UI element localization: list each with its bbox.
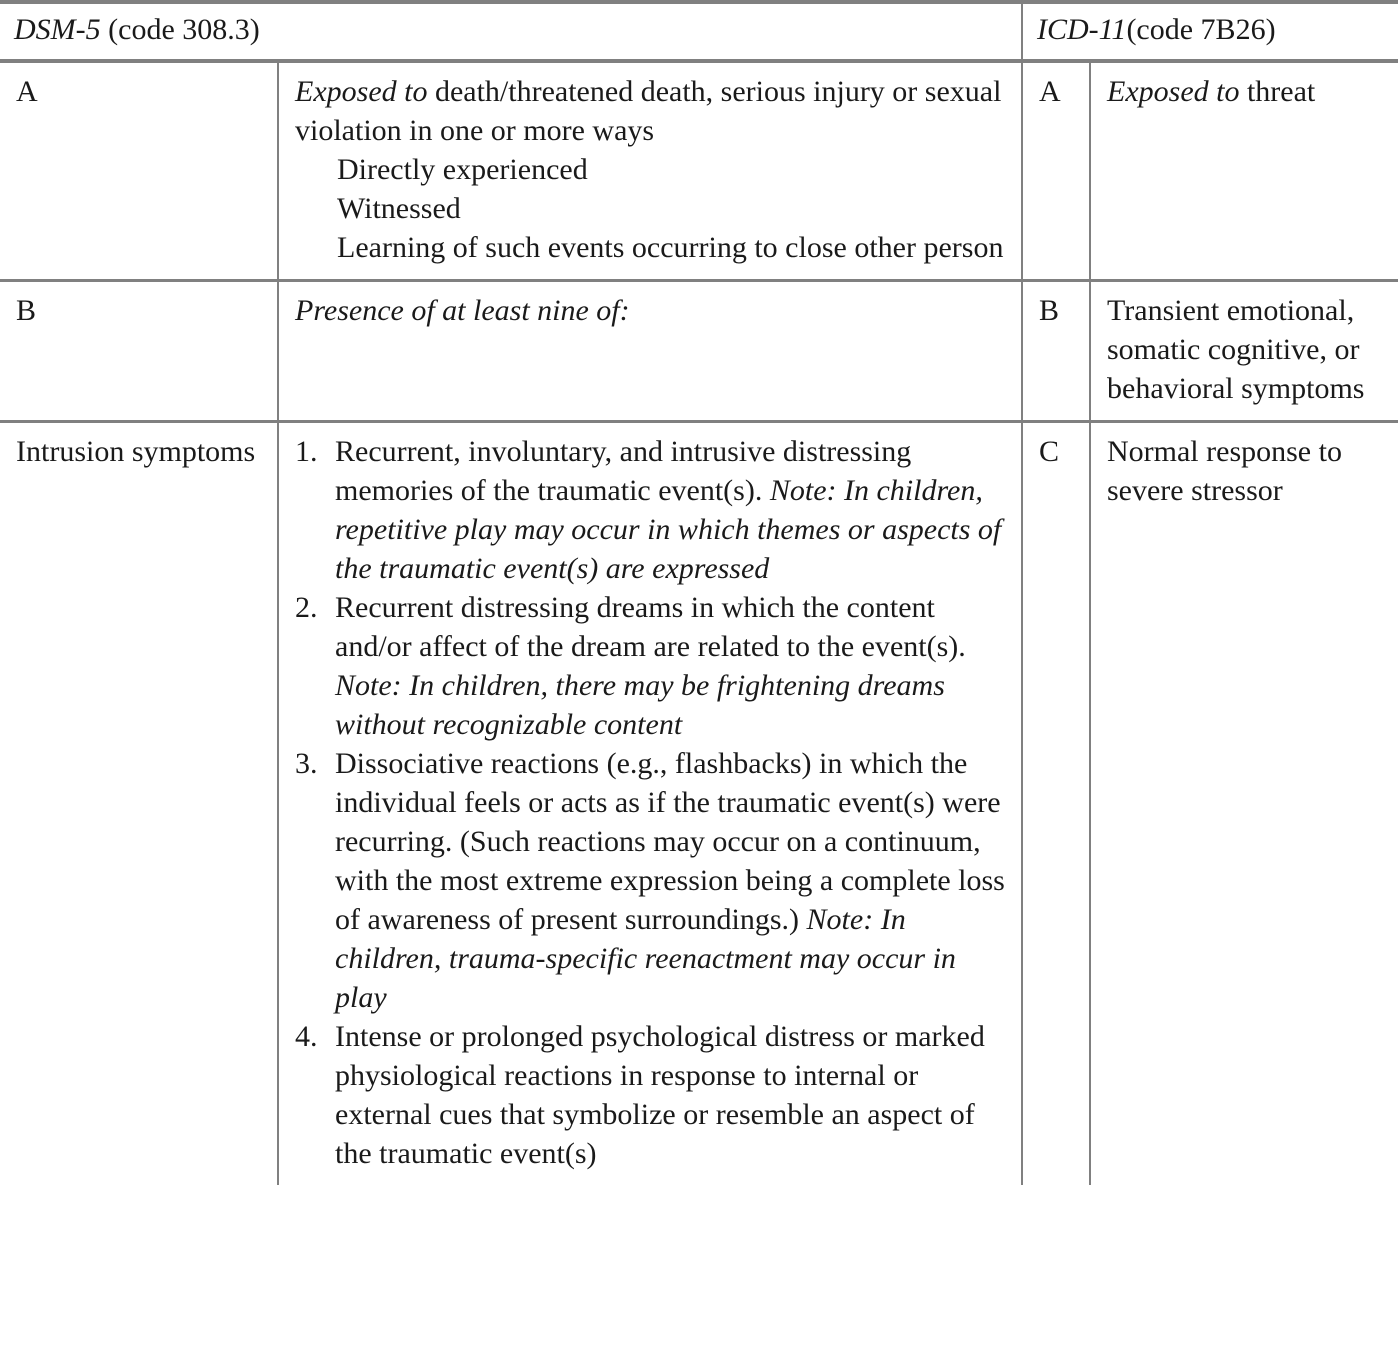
table-header-row	[0, 2, 1398, 61]
icd-criterion-code: C	[1022, 421, 1090, 1185]
icd-criterion-code: B	[1022, 280, 1090, 421]
criterion-b-lead: Presence of at least nine of:	[295, 293, 630, 327]
criterion-a-subitem: Learning of such events occurring to close other person	[337, 230, 1004, 264]
header-dsm-rest: (code 308.3)	[100, 13, 260, 46]
dsm-criterion-text	[278, 61, 1022, 281]
list-item	[295, 744, 1005, 1017]
dsm-criterion-code: A	[0, 61, 278, 281]
list-item-plain: Recurrent, involuntary, and intrusive distressing memories of the traumatic event(s).	[335, 434, 912, 507]
dsm-criterion-text	[278, 421, 1022, 1185]
list-item-number: 2.	[295, 590, 318, 624]
list-item-plain: Intense or prolonged psychological distress or marked physiological reactions in response to internal or external cues that symbolize or resemble an aspect of the traumatic event(s)	[335, 1019, 985, 1170]
list-item-number: 1.	[295, 434, 318, 468]
list-item-number: 4.	[295, 1019, 318, 1053]
list-item-note: Note: In children, repetitive play may occur in which themes or aspects of the traumatic event(s) are expressed	[335, 473, 1002, 585]
list-item-plain: Recurrent distressing dreams in which the content and/or affect of the dream are related to the event(s).	[335, 590, 966, 663]
list-item-number: 3.	[295, 746, 318, 780]
icd-a-italic: Exposed to	[1107, 74, 1240, 108]
criterion-a-subitem: Directly experienced	[337, 152, 588, 186]
header-cell-icd	[1022, 2, 1398, 61]
dsm-criterion-code: Intrusion symptoms	[16, 434, 256, 468]
dsm-criterion-code: B	[0, 280, 278, 421]
intrusion-symptom-list	[295, 432, 1005, 1173]
list-item	[295, 432, 1005, 588]
header-icd-rest: (code 7B26)	[1126, 13, 1276, 46]
icd-criterion-text: Normal response to severe stressor	[1090, 421, 1398, 1185]
icd-criterion-text	[1090, 61, 1398, 281]
table-row	[0, 421, 1398, 1185]
list-item-note: Note: In children, there may be frightening dreams without recognizable content	[335, 668, 945, 741]
criterion-a-lead	[295, 72, 1005, 150]
header-cell-dsm	[0, 2, 1022, 61]
list-item-note: Note: In children, trauma-specific reenactment may occur in play	[335, 902, 956, 1014]
header-dsm-italic: DSM-5	[14, 13, 101, 46]
criterion-a-subitems	[295, 150, 1005, 267]
icd-criterion-code: A	[1022, 61, 1090, 281]
icd-criterion-text: Transient emotional, somatic cognitive, or behavioral symptoms	[1090, 280, 1398, 421]
icd-a-rest: threat	[1239, 74, 1316, 108]
criterion-a-lead-italic: Exposed to	[295, 74, 428, 108]
table-row	[0, 280, 1398, 421]
header-icd-italic: ICD-11	[1037, 13, 1127, 46]
criterion-a-lead-rest: death/threatened death, serious injury or sexual violation in one or more ways	[295, 74, 1002, 147]
dsm-criterion-text	[278, 280, 1022, 421]
criterion-a-subitem: Witnessed	[337, 191, 461, 225]
list-item-plain: Dissociative reactions (e.g., flashbacks) in which the individual feels or acts as if the traumatic event(s) were recurring. (Such reactions may occur on a continuum, with the most extreme expression being a complete loss of awareness of present surroundings.)	[335, 746, 1005, 936]
list-item	[295, 1017, 1005, 1173]
list-item	[295, 588, 1005, 744]
table-row	[0, 61, 1398, 281]
